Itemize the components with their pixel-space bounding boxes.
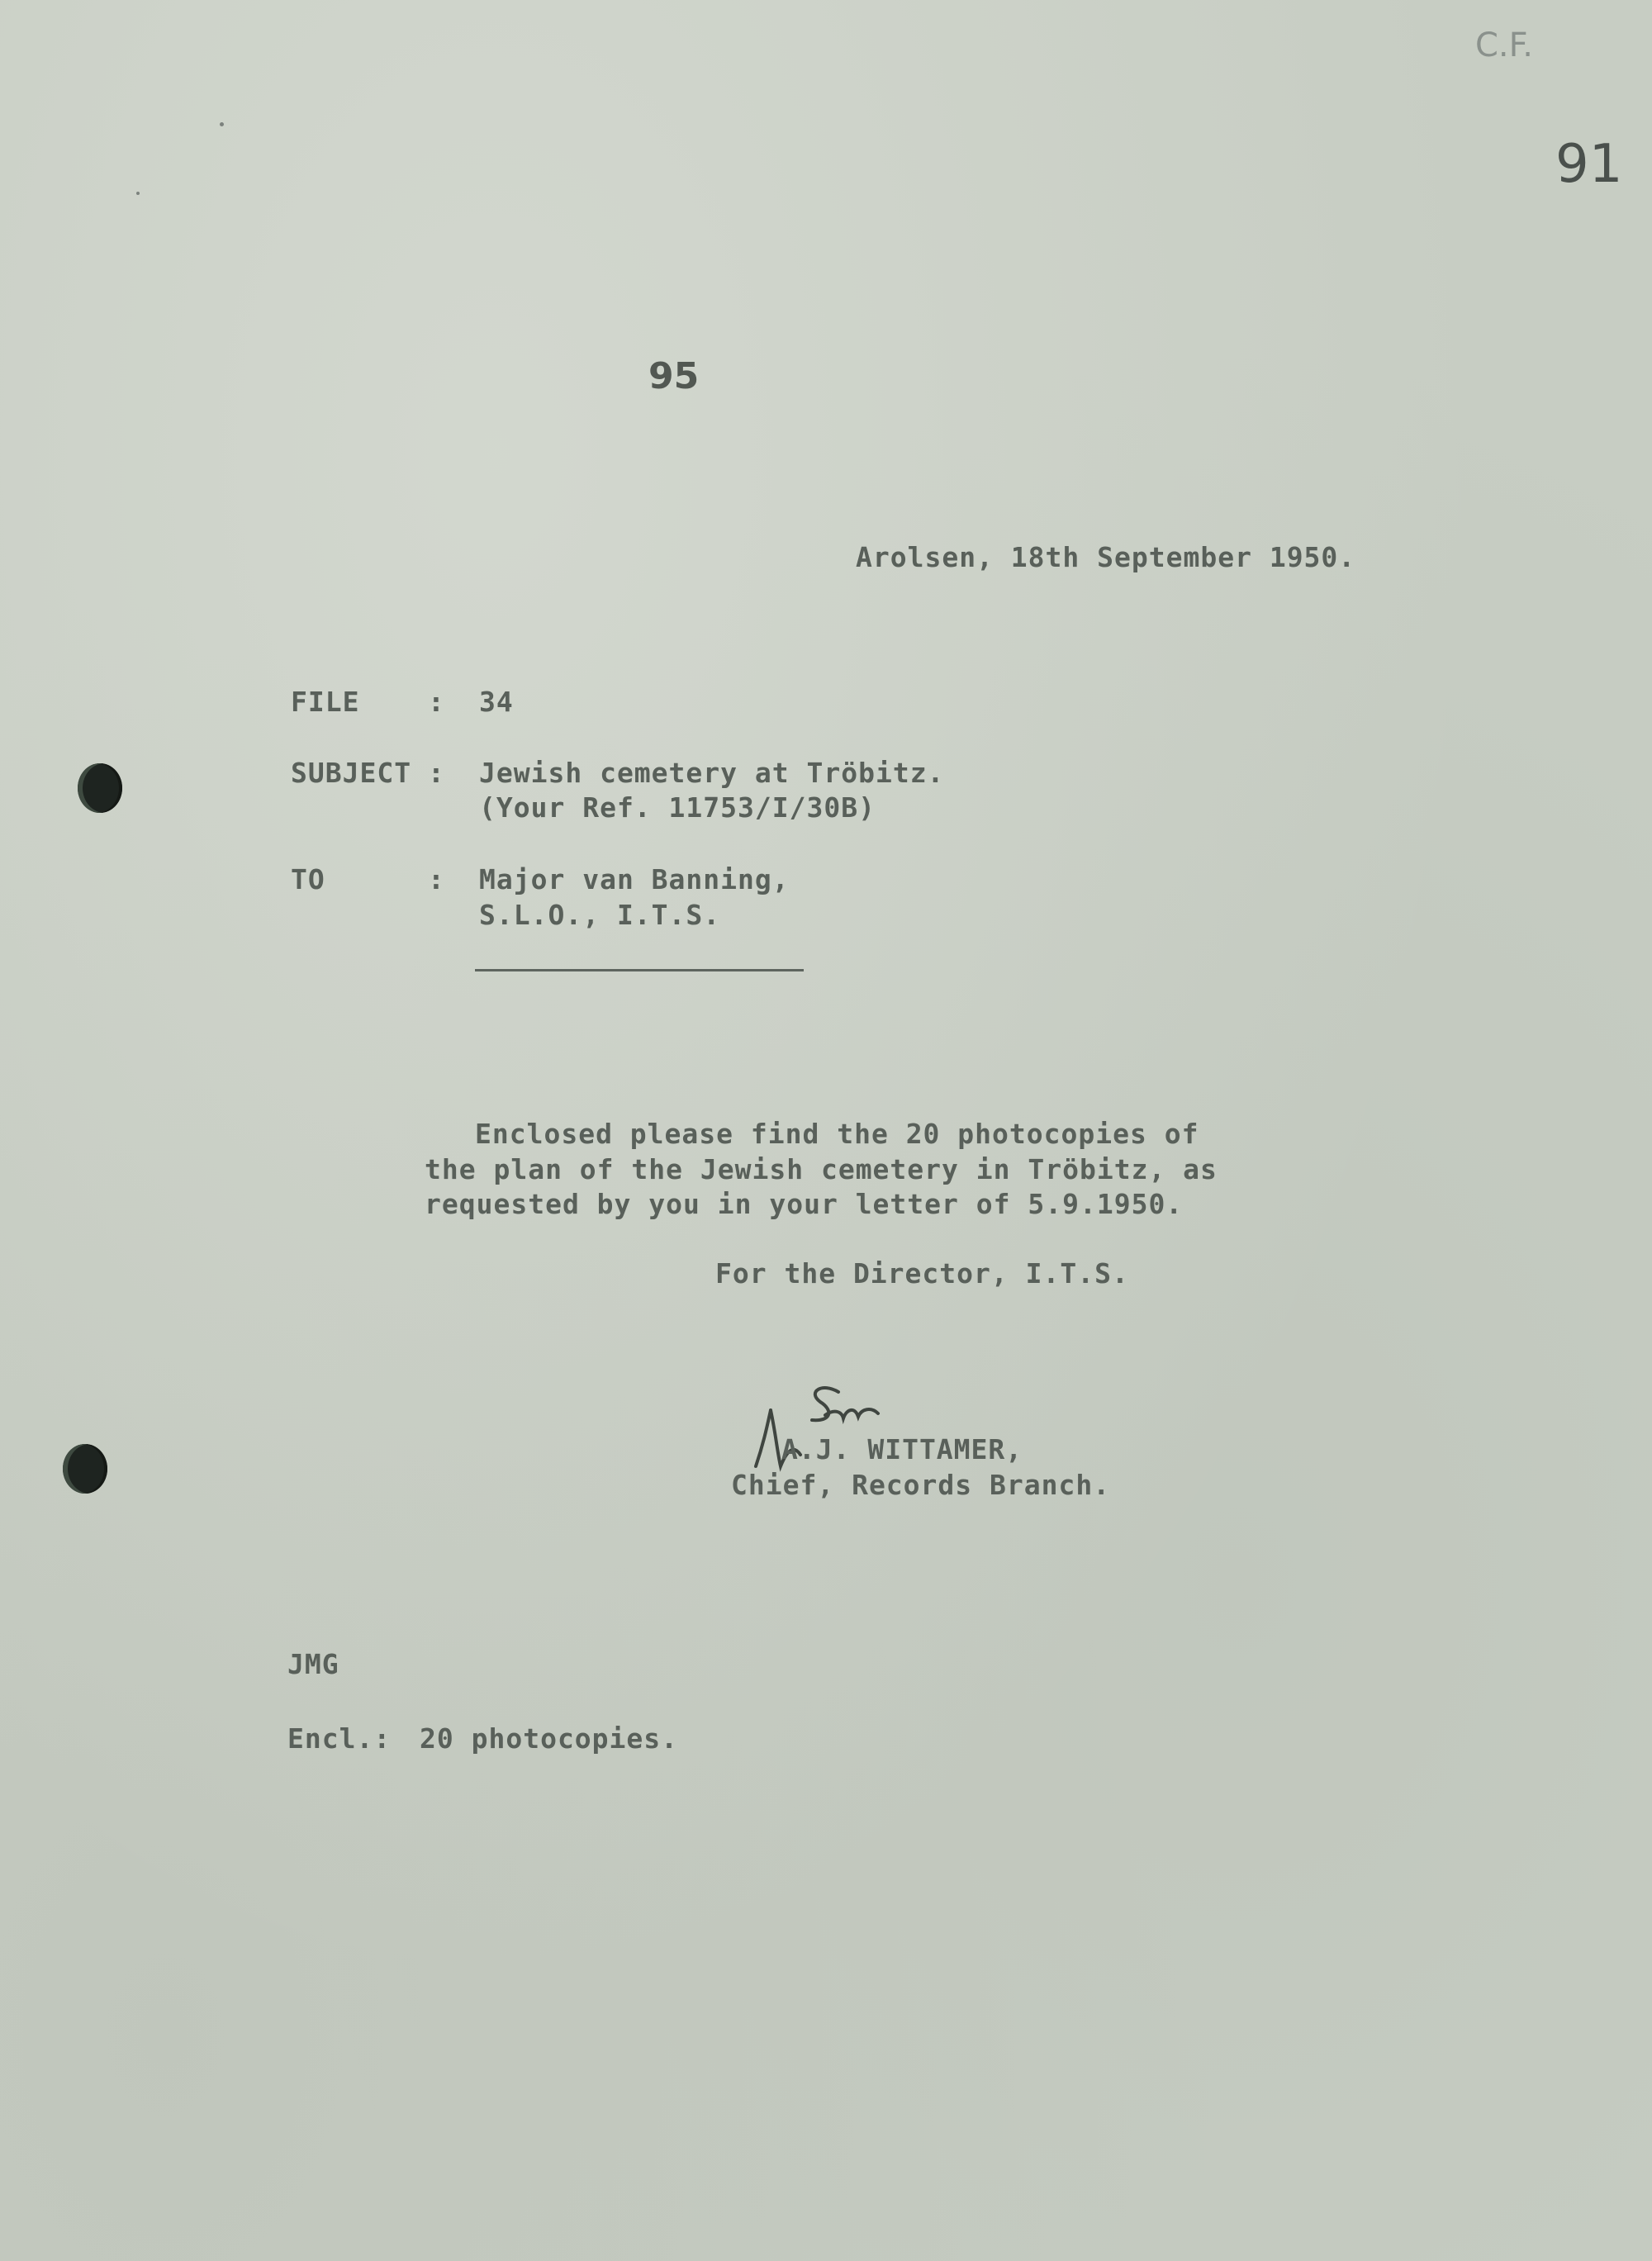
file-colon: : <box>428 686 445 718</box>
to-colon: : <box>428 863 445 895</box>
body-line-3: requested by you in your letter of 5.9.1950. <box>425 1188 1184 1220</box>
top-right-initials: C.F. <box>1475 26 1533 64</box>
file-label: FILE <box>291 686 360 718</box>
folio-number: 91 <box>1555 134 1623 195</box>
subject-line-1: Jewish cemetery at Tröbitz. <box>479 757 945 789</box>
paper-speck <box>220 122 224 126</box>
subject-colon: : <box>428 757 445 789</box>
to-line-2: S.L.O., I.T.S. <box>479 899 721 931</box>
body-line-2: the plan of the Jewish cemetery in Tröbitz, as <box>425 1153 1218 1185</box>
punch-hole-bottom <box>63 1444 107 1494</box>
closing-line: For the Director, I.T.S. <box>715 1257 1129 1290</box>
to-label: TO <box>291 863 325 895</box>
paper-speck <box>136 192 140 195</box>
signatory-name: A.J. WITTAMER, <box>781 1433 1023 1465</box>
page-number: 95 <box>648 355 700 397</box>
enclosure-value: 20 photocopies. <box>420 1722 679 1755</box>
to-line-1: Major van Banning, <box>479 863 790 895</box>
typist-initials: JMG <box>287 1648 339 1680</box>
date-line: Arolsen, 18th September 1950. <box>856 541 1356 573</box>
punch-hole-top <box>78 763 122 813</box>
file-value: 34 <box>479 686 514 718</box>
enclosure-label: Encl.: <box>287 1722 392 1755</box>
signatory-title: Chief, Records Branch. <box>731 1469 1111 1501</box>
subject-line-2: (Your Ref. 11753/I/30B) <box>479 791 876 824</box>
address-underline <box>475 969 804 971</box>
body-line-1: Enclosed please find the 20 photocopies of <box>475 1118 1199 1150</box>
subject-label: SUBJECT <box>291 757 412 789</box>
